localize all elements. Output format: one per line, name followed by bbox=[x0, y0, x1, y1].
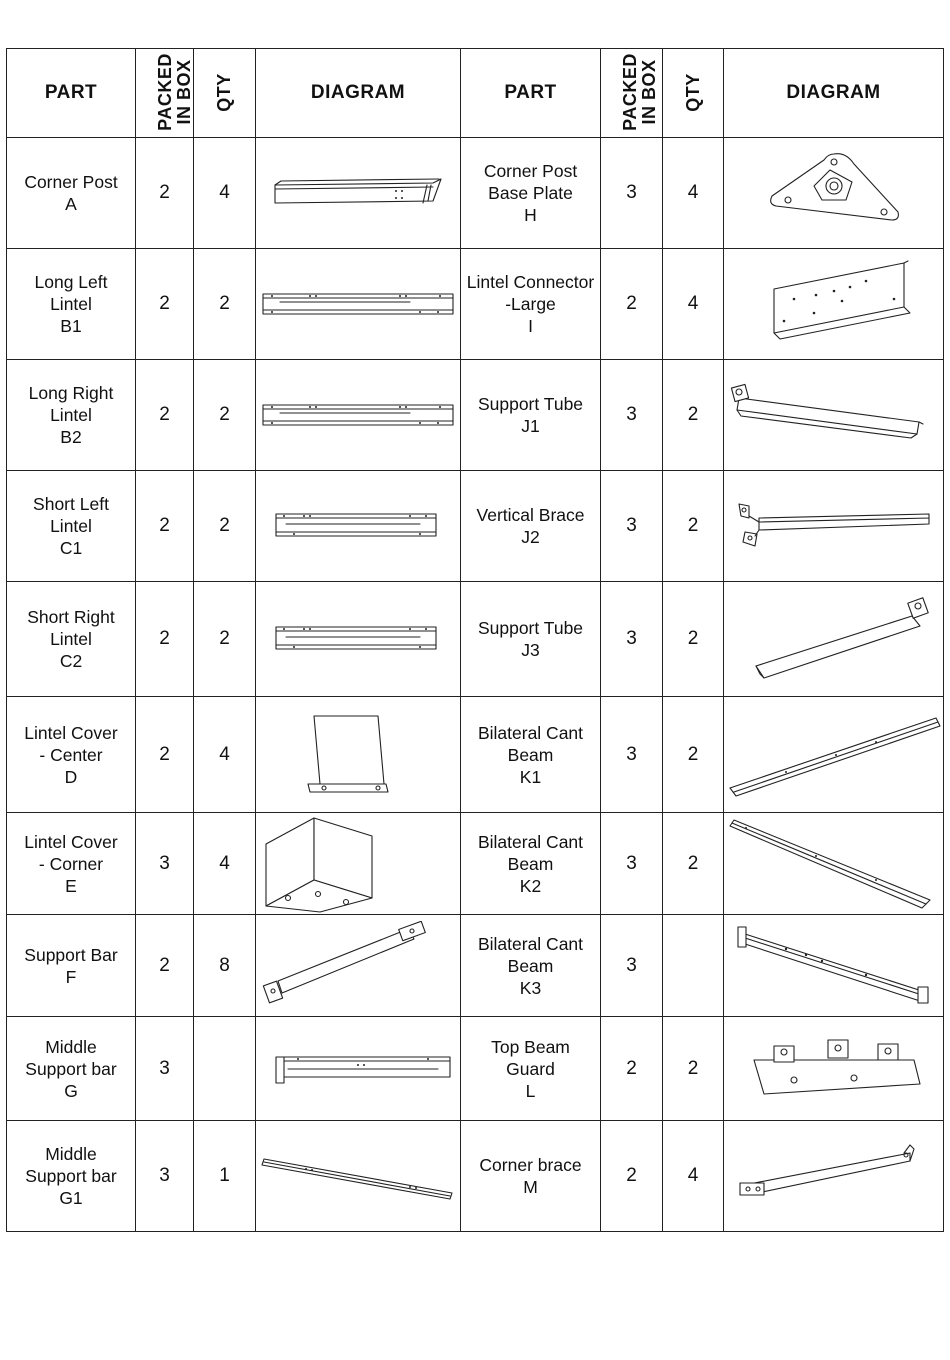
part-name-line: J1 bbox=[521, 416, 540, 436]
qty-count: 2 bbox=[663, 1017, 724, 1121]
packed-in-box-count: 2 bbox=[136, 471, 194, 582]
part-name-line: Beam bbox=[507, 744, 554, 765]
part-name-line: Lintel Cover bbox=[24, 722, 118, 743]
qty-count: 4 bbox=[194, 813, 256, 915]
header-diagram: DIAGRAM bbox=[256, 49, 461, 138]
qty-count: 4 bbox=[194, 697, 256, 813]
part-name-line: A bbox=[65, 194, 77, 214]
qty-count: 1 bbox=[194, 1121, 256, 1232]
support-tube-part-name bbox=[461, 360, 601, 471]
qty-count: 2 bbox=[663, 360, 724, 471]
cant-beam-k3-diagram bbox=[724, 915, 944, 1017]
top-beam-guard-part-name bbox=[461, 1017, 601, 1121]
part-name-line: Lintel Cover bbox=[24, 831, 118, 852]
part-name-line: Base Plate bbox=[488, 183, 573, 203]
corner-post-diagram bbox=[256, 138, 461, 249]
cant-beam-down-part-name bbox=[461, 813, 601, 915]
parts-rows bbox=[7, 138, 944, 1232]
short-lintel-part-name bbox=[7, 471, 136, 582]
corner-brace-diagram bbox=[724, 1121, 944, 1232]
parts-row bbox=[7, 1121, 944, 1232]
part-name-line: Support bar bbox=[25, 1058, 117, 1079]
cant-beam-part-name bbox=[461, 697, 601, 813]
part-name-line: Short Right bbox=[27, 607, 115, 627]
parts-row bbox=[7, 582, 944, 697]
long-lintel-part-name bbox=[7, 249, 136, 360]
part-name-line: G bbox=[64, 1080, 78, 1101]
part-name-line: L bbox=[525, 1080, 536, 1101]
part-name-line: Middle bbox=[45, 1036, 97, 1057]
packed-in-box-count: 2 bbox=[136, 360, 194, 471]
part-name-line: Bilateral Cant bbox=[477, 722, 584, 743]
packed-in-box-count: 3 bbox=[136, 1017, 194, 1121]
part-name-line: Corner Post bbox=[24, 172, 118, 192]
header-part: PART bbox=[461, 49, 601, 138]
qty-count: 2 bbox=[194, 471, 256, 582]
packed-in-box-count: 2 bbox=[601, 249, 663, 360]
part-name-line: Support Tube bbox=[477, 394, 584, 414]
packed-in-box-count: 3 bbox=[601, 138, 663, 249]
packed-in-box-count: 2 bbox=[601, 1121, 663, 1232]
part-name-line: K3 bbox=[519, 977, 542, 998]
packed-in-box-count: 3 bbox=[601, 697, 663, 813]
part-name-line: Lintel bbox=[50, 294, 92, 314]
qty-count: 2 bbox=[194, 249, 256, 360]
header-packed-in-box: PACKED IN BOX bbox=[136, 49, 194, 138]
part-name-line: - Center bbox=[39, 744, 103, 765]
qty-count: 2 bbox=[663, 813, 724, 915]
part-name-line: K2 bbox=[519, 875, 542, 896]
part-name-line: B1 bbox=[60, 316, 82, 336]
parts-row bbox=[7, 249, 944, 360]
qty-count: 4 bbox=[663, 1121, 724, 1232]
parts-row bbox=[7, 360, 944, 471]
long-lintel-diagram bbox=[256, 249, 461, 360]
qty-count: 4 bbox=[663, 249, 724, 360]
top-beam-guard-diagram bbox=[724, 1017, 944, 1121]
lintel-connector-part-name bbox=[461, 249, 601, 360]
part-name-line: - Corner bbox=[38, 853, 104, 874]
header-packed-in-box: PACKED IN BOX bbox=[601, 49, 663, 138]
middle-support-diagram bbox=[256, 1017, 461, 1121]
part-name-line: Middle bbox=[45, 1144, 97, 1164]
part-name-line: Top Beam bbox=[491, 1036, 570, 1057]
part-name-line: Short Left bbox=[33, 494, 109, 514]
part-name-line: Corner Post bbox=[483, 161, 578, 181]
qty-count: 4 bbox=[663, 138, 724, 249]
lintel-cover-center-part-name bbox=[7, 697, 136, 813]
cant-beam-diagram bbox=[724, 697, 944, 813]
cant-beam-k3-part-name bbox=[461, 915, 601, 1017]
part-name-line: K1 bbox=[519, 766, 542, 787]
part-name-line: Support Tube bbox=[477, 618, 584, 638]
header-diagram: DIAGRAM bbox=[724, 49, 944, 138]
qty-count: 2 bbox=[194, 360, 256, 471]
part-name-line: Lintel Connector bbox=[466, 272, 595, 292]
parts-row bbox=[7, 915, 944, 1017]
corner-post-part-name bbox=[7, 138, 136, 249]
qty-count: 8 bbox=[194, 915, 256, 1017]
part-name-line: Long Left bbox=[34, 272, 108, 292]
vertical-brace-diagram bbox=[724, 471, 944, 582]
qty-count: 4 bbox=[194, 138, 256, 249]
part-name-line: M bbox=[523, 1177, 538, 1197]
header-qty: QTY bbox=[663, 49, 724, 138]
part-name-line: I bbox=[528, 316, 533, 336]
header-row bbox=[7, 49, 944, 138]
cant-beam-down-diagram bbox=[724, 813, 944, 915]
packed-in-box-count: 2 bbox=[136, 697, 194, 813]
support-bar-part-name bbox=[7, 915, 136, 1017]
part-name-line: E bbox=[65, 875, 77, 896]
lintel-connector-diagram bbox=[724, 249, 944, 360]
part-name-line: F bbox=[65, 966, 77, 987]
parts-table bbox=[6, 48, 944, 1232]
packed-in-box-count: 3 bbox=[601, 915, 663, 1017]
part-name-line: Lintel bbox=[50, 629, 92, 649]
support-tube-diagram bbox=[724, 360, 944, 471]
packed-in-box-count: 2 bbox=[136, 249, 194, 360]
part-name-line: Support bar bbox=[25, 1166, 117, 1186]
short-lintel-diagram bbox=[256, 471, 461, 582]
short-lintel-diagram bbox=[256, 582, 461, 697]
header-qty: QTY bbox=[194, 49, 256, 138]
corner-brace-part-name bbox=[461, 1121, 601, 1232]
part-name-line: Bilateral Cant bbox=[477, 933, 584, 954]
lintel-cover-center-diagram bbox=[256, 697, 461, 813]
packed-in-box-count: 2 bbox=[601, 1017, 663, 1121]
part-name-line: Lintel bbox=[50, 516, 92, 536]
base-plate-diagram bbox=[724, 138, 944, 249]
packed-in-box-count: 3 bbox=[601, 813, 663, 915]
part-name-line: J2 bbox=[521, 527, 540, 547]
packed-in-box-count: 3 bbox=[136, 1121, 194, 1232]
part-name-line: Long Right bbox=[28, 383, 114, 403]
part-name-line: B2 bbox=[60, 427, 82, 447]
part-name-line: H bbox=[524, 205, 537, 225]
qty-count: 2 bbox=[194, 582, 256, 697]
long-lintel-part-name bbox=[7, 360, 136, 471]
part-name-line: G1 bbox=[59, 1188, 83, 1208]
part-name-line: C1 bbox=[59, 538, 83, 558]
part-name-line: Beam bbox=[507, 853, 554, 874]
support-bar-diagram bbox=[256, 915, 461, 1017]
lintel-cover-corner-part-name bbox=[7, 813, 136, 915]
middle-support-g1-part-name bbox=[7, 1121, 136, 1232]
support-tube-angled-part-name bbox=[461, 582, 601, 697]
packed-in-box-count: 3 bbox=[601, 582, 663, 697]
part-name-line: Bilateral Cant bbox=[477, 831, 584, 852]
parts-row bbox=[7, 1017, 944, 1121]
parts-row bbox=[7, 471, 944, 582]
part-name-line: Guard bbox=[506, 1058, 555, 1079]
long-lintel-diagram bbox=[256, 360, 461, 471]
qty-count bbox=[663, 915, 724, 1017]
packed-in-box-count: 2 bbox=[136, 582, 194, 697]
header-part: PART bbox=[7, 49, 136, 138]
lintel-cover-corner-diagram bbox=[256, 813, 461, 915]
part-name-line: Support Bar bbox=[24, 944, 118, 965]
part-name-line: J3 bbox=[521, 640, 540, 660]
short-lintel-part-name bbox=[7, 582, 136, 697]
packed-in-box-count: 3 bbox=[136, 813, 194, 915]
parts-row bbox=[7, 813, 944, 915]
base-plate-part-name bbox=[461, 138, 601, 249]
part-name-line: Corner brace bbox=[479, 1155, 582, 1175]
parts-row bbox=[7, 697, 944, 813]
packed-in-box-count: 3 bbox=[601, 360, 663, 471]
support-tube-angled-diagram bbox=[724, 582, 944, 697]
middle-support-part-name bbox=[7, 1017, 136, 1121]
part-name-line: Beam bbox=[507, 955, 554, 976]
parts-row bbox=[7, 138, 944, 249]
qty-count: 2 bbox=[663, 582, 724, 697]
qty-count: 2 bbox=[663, 471, 724, 582]
qty-count: 2 bbox=[663, 697, 724, 813]
parts-list-sheet bbox=[6, 48, 943, 1234]
qty-count bbox=[194, 1017, 256, 1121]
packed-in-box-count: 2 bbox=[136, 915, 194, 1017]
middle-support-g1-diagram bbox=[256, 1121, 461, 1232]
part-name-line: Vertical Brace bbox=[476, 505, 585, 525]
packed-in-box-count: 3 bbox=[601, 471, 663, 582]
vertical-brace-part-name bbox=[461, 471, 601, 582]
part-name-line: Lintel bbox=[50, 405, 92, 425]
part-name-line: D bbox=[64, 766, 78, 787]
packed-in-box-count: 2 bbox=[136, 138, 194, 249]
part-name-line: -Large bbox=[505, 294, 556, 314]
part-name-line: C2 bbox=[59, 651, 83, 671]
